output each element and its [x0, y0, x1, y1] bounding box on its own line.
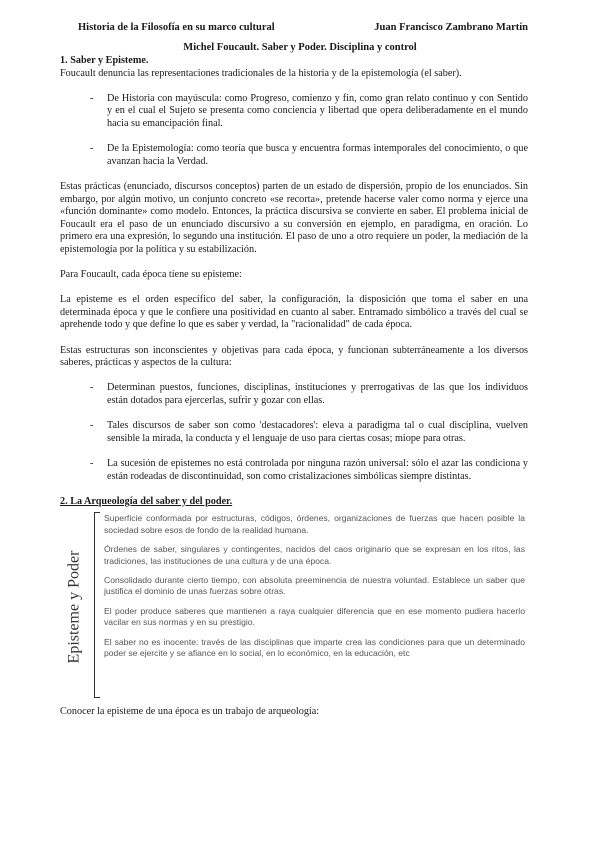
- paragraph: Estas estructuras son inconscientes y objetivas para cada época, y funcionan subterráneamente a los diversos saberes, prácticas y aspectos de la cultura:: [60, 344, 528, 369]
- episteme-poder-figure: [60, 512, 528, 698]
- figure-side: [60, 512, 90, 698]
- figure-bracket: [94, 512, 100, 698]
- figure-item: El poder produce saberes que mantienen a raya cualquier diferencia que en ese momento pudiera hacerlo vacilar en sus normas y en su prestigio.: [104, 605, 525, 628]
- document-body: [60, 55, 528, 719]
- list-item: - La sucesión de epistemes no está controlada por ninguna razón universal: sólo el azar las condiciona y están rodeadas de discontinuidad, son como cristalizaciones simbólicas siempre distintas.: [90, 458, 528, 482]
- header-course: Historia de la Filosofía en su marco cultural: [78, 22, 275, 33]
- section-1-intro: Foucault denuncia las representaciones tradicionales de la historia y de la epistemología (el saber).: [60, 67, 462, 79]
- list-item: - Tales discursos de saber son como 'destacadores': eleva a paradigma tal o cual disciplina, vuelven sensible la mirada, la conducta y el lenguaje de uso para ciertas cosas; miope para otras.: [90, 420, 528, 444]
- figure-side-label: Episteme y Poder: [65, 550, 83, 664]
- header-author: Juan Francisco Zambrano Martín: [374, 22, 528, 33]
- bullet-list-2: [60, 382, 528, 483]
- figure-item: Superficie conformada por estructuras, códigos, órdenes, organizaciones de fuerzas que hacen posible la sociedad sobre esos de fondo de la realidad humana.: [104, 513, 525, 535]
- figure-items: [104, 513, 525, 667]
- bullet-list-1: [60, 93, 528, 169]
- paragraph: Estas prácticas (enunciado, discursos conceptos) parten de un estado de dispersión, propio de los enunciados. Sin embargo, por algún motivo, un conjunto concreto «se recorta», pretende hacerse valer como norma y ejerce una «función dominante» como modelo. Entonces, la práctica discursiva se convierte en saber. El problema inicial de Foucault era el paso de un enunciado discursivo a su conversión en ejemplo, en paradigma, en oración. Lo primero era una expresión, lo segundo una institución. El paso de uno a otro requiere un poder, la mediación de la epistemología por la política y su estabilización.: [60, 180, 528, 255]
- figure-item: Órdenes de saber, singulares y contingentes, nacidos del caos originario que se expresan en los ritos, las tradiciones, las instituciones de una cultura y de una época.: [104, 544, 525, 566]
- closing-paragraph: Conocer la episteme de una época es un trabajo de arqueología:: [60, 706, 320, 718]
- document-title: Michel Foucault. Saber y Poder. Disciplina y control: [183, 42, 417, 53]
- list-item: - De la Epistemología: como teoría que busca y encuentra formas intemporales del conocimiento, o que avanzan hacia la Verdad.: [90, 143, 528, 167]
- figure-item: Consolidado durante cierto tiempo, con absoluta preeminencia de nuestra voluntad. Establece un saber que justifica el dominio de unas fuerzas sobre otras.: [104, 574, 525, 597]
- paragraph: La episteme es el orden específico del saber, la configuración, la disposición que toma el saber en una determinada época y que le confiere una positividad en cuanto al saber. Entramado simbólico a través del cual se aprehende todo y que define lo que es saber y verdad, la "racionalidad" de cada época.: [60, 294, 528, 331]
- section-1-heading: 1. Saber y Episteme.: [60, 55, 149, 66]
- paragraph: Para Foucault, cada época tiene su episteme:: [60, 269, 242, 281]
- list-item: - Determinan puestos, funciones, disciplinas, instituciones y prerrogativas de las que los individuos están dotados para ejercerlas, sufrir y gozar con ellas.: [90, 382, 528, 407]
- figure-item: El saber no es inocente: través de las disciplinas que imparte crea las condiciones para que un determinado poder se ejercite y se afiance en lo social, en lo económico, en la educación, etc: [104, 636, 525, 659]
- section-2-heading: 2. La Arqueología del saber y del poder.: [60, 495, 233, 507]
- list-item: - De Historia con mayúscula: como Progreso, comienzo y fin, como gran relato continuo y con Sentido y en el cual el Sujeto se presenta como conciencia y libertad que opera deliberadamente en el mundo hacia su emancipación final.: [90, 92, 528, 129]
